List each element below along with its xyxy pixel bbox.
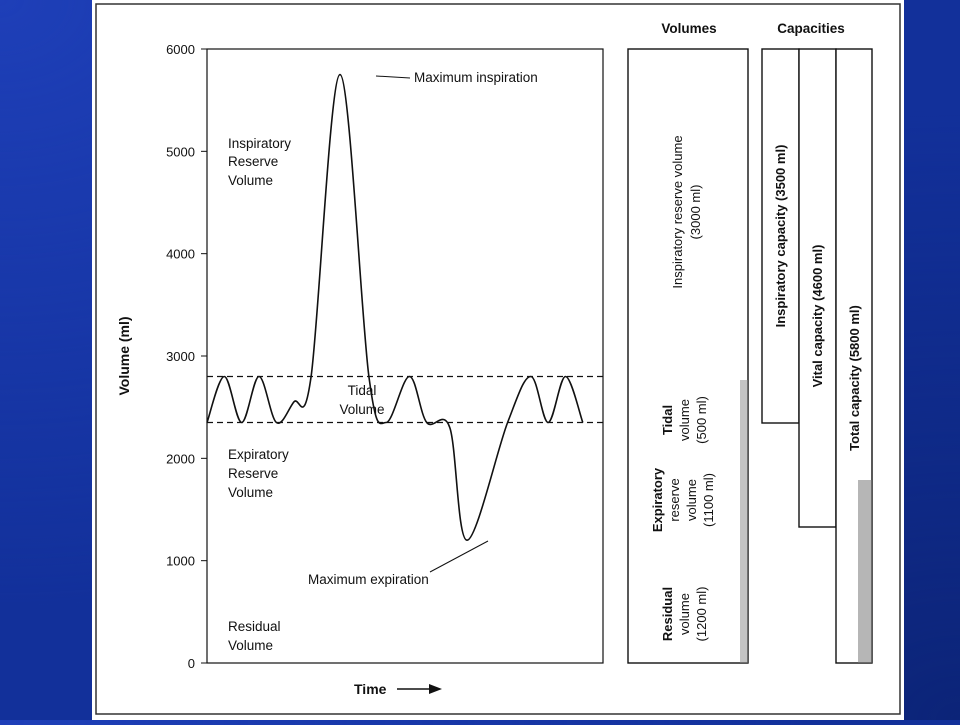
lung-volumes-figure [92, 0, 904, 720]
svg-text:(1200 ml): (1200 ml) [694, 586, 709, 642]
svg-text:Expiratory: Expiratory [650, 467, 665, 533]
tidal-label-line1: Tidal [347, 383, 377, 398]
y-axis-title: Volume (ml) [116, 316, 132, 396]
tidal-label-line2: Volume [339, 402, 385, 417]
capacities-panel [762, 21, 872, 663]
irv-label-line2: Reserve [228, 154, 279, 169]
y-tick-label: 3000 [166, 349, 195, 364]
erv-label-line1: Expiratory [228, 447, 289, 462]
y-tick-label: 5000 [166, 144, 195, 160]
slide [92, 0, 904, 720]
svg-text:Inspiratory reserve volume: Inspiratory reserve volume [670, 135, 685, 289]
max-expiration-label: Maximum expiration [308, 572, 429, 587]
svg-text:Residual: Residual [660, 586, 675, 642]
volumes-panel [628, 21, 748, 663]
volumes-header: Volumes [661, 21, 717, 36]
svg-text:volume: volume [677, 593, 692, 635]
rv-label-line2: Volume [228, 638, 274, 653]
time-arrow-icon [397, 684, 442, 694]
x-axis-title: Time [354, 681, 387, 697]
y-tick-label: 0 [187, 656, 195, 671]
irv-label-line3: Volume [228, 173, 274, 188]
volumes-shade-strip [740, 380, 748, 663]
svg-text:(1100 ml): (1100 ml) [701, 473, 716, 527]
erv-label-line2: Reserve [228, 466, 279, 481]
vital-capacity-label: Vital capacity (4600 ml) [810, 244, 825, 388]
capacities-header: Capacities [777, 21, 845, 36]
rv-volume-label [660, 587, 709, 642]
y-tick-label: 2000 [166, 451, 195, 467]
svg-text:Tidal: Tidal [660, 404, 675, 436]
rv-label-line1: Residual [228, 619, 281, 634]
svg-text:(500 ml): (500 ml) [694, 396, 709, 444]
inspiratory-capacity-label: Inspiratory capacity (3500 ml) [773, 144, 788, 328]
svg-text:(3000 ml): (3000 ml) [688, 184, 703, 240]
volumes-column [628, 49, 748, 663]
svg-text:reserve: reserve [667, 478, 682, 522]
irv-label-line1: Inspiratory [228, 136, 292, 151]
y-axis-ticks [166, 42, 207, 671]
y-tick-label: 6000 [166, 42, 195, 57]
spirogram-plot [166, 42, 603, 671]
erv-label-line3: Volume [228, 485, 274, 500]
total-capacity-label: Total capacity (5800 ml) [847, 305, 862, 451]
y-tick-label: 1000 [166, 553, 195, 569]
y-tick-label: 4000 [166, 246, 195, 262]
svg-text:volume: volume [684, 479, 699, 521]
total-capacity-shade [858, 480, 872, 663]
svg-text:volume: volume [677, 399, 692, 441]
max-inspiration-label: Maximum inspiration [414, 70, 538, 85]
